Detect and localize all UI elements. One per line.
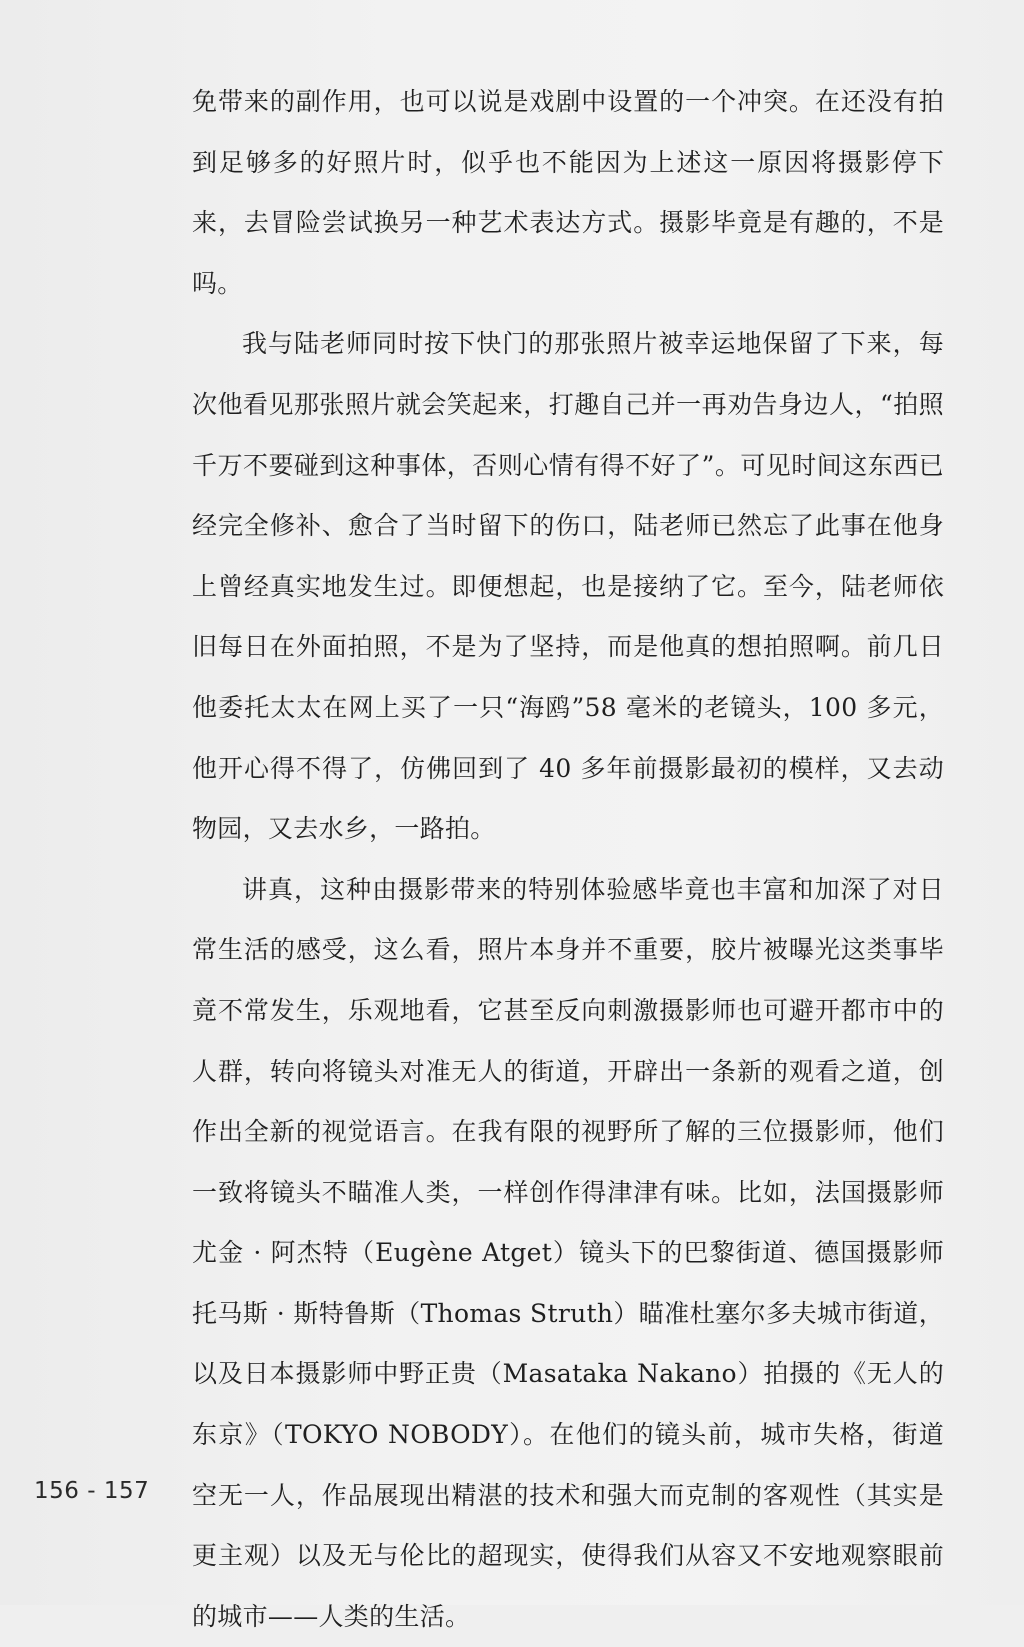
paragraph-1: 免带来的副作用，也可以说是戏剧中设置的一个冲突。在还没有拍到足够多的好照片时，似乎也不能因为上述这一原因将摄影停下来，去冒险尝试换另一种艺术表达方式。摄影毕竟是有趣的，不是吗。: [192, 87, 944, 298]
paragraph-2: 我与陆老师同时按下快门的那张照片被幸运地保留了下来，每次他看见那张照片就会笑起来，打趣自己并一再劝告身边人，“拍照千万不要碰到这种事体，否则心情有得不好了”。可见时间这东西已经完全修补、愈合了当时留下的伤口，陆老师已然忘了此事在他身上曾经真实地发生过。即便想起，也是接纳了它。至今，陆老师依旧每日在外面拍照，不是为了坚持，而是他真的想拍照啊。前几日他委托太太在网上买了一只“海鸥”58 毫米的老镜头，100 多元，他开心得不得了，仿佛回到了 40 多年前摄影最初的模样，又去动物园，又去水乡，一路拍。: [192, 329, 944, 844]
body-text: [192, 72, 944, 1647]
paragraph-3: 讲真，这种由摄影带来的特别体验感毕竟也丰富和加深了对日常生活的感受，这么看，照片本身并不重要，胶片被曝光这类事毕竟不常发生，乐观地看，它甚至反向刺激摄影师也可避开都市中的人群，转向将镜头对准无人的街道，开辟出一条新的观看之道，创作出全新的视觉语言。在我有限的视野所了解的三位摄影师，他们一致将镜头不瞄准人类，一样创作得津津有味。比如，法国摄影师尤金 · 阿杰特（Eugène Atget）镜头下的巴黎街道、德国摄影师托马斯 · 斯特鲁斯（Thomas Struth）瞄准杜塞尔多夫城市街道，以及日本摄影师中野正贵（Masataka Nakano）拍摄的《无人的东京》（TOKYO NOBODY）。在他们的镜头前，城市失格，街道空无一人，作品展现出精湛的技术和强大而克制的客观性（其实是更主观）以及无与伦比的超现实，使得我们从容又不安地观察眼前的城市——人类的生活。: [192, 874, 944, 1631]
page-number: 156 - 157: [34, 1478, 150, 1504]
